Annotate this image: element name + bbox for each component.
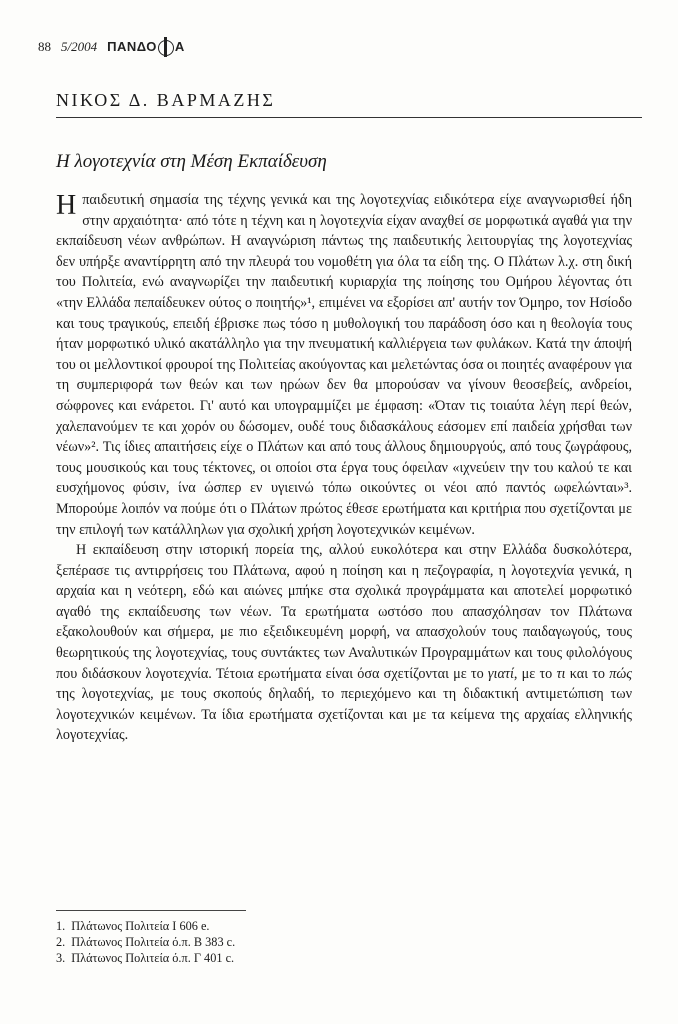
emphasis-how: πώς	[609, 665, 633, 682]
footnote	[56, 918, 235, 934]
author-name: ΝΙΚΟΣ Δ. ΒΑΡΜΑΖΗΣ	[56, 90, 276, 110]
footnote	[56, 950, 235, 966]
footnote	[56, 934, 235, 950]
emphasis-why: γιατί	[487, 665, 514, 682]
footnote-text: Πλάτωνος Πολιτεία Ι 606 e.	[71, 919, 210, 933]
article-body	[56, 190, 632, 746]
article-title: Η λογοτεχνία στη Μέση Εκπαίδευση	[56, 151, 327, 172]
issue-number: 5/2004	[61, 38, 98, 54]
author-divider	[56, 117, 642, 118]
journal-name-right: Α	[174, 38, 185, 54]
phi-logo-icon	[158, 40, 174, 56]
paragraph-2-text-d: της λογοτεχνίας, με τους σκοπούς δηλαδή, το περιεχόμενο και τη διδακτική αντιμετώπιση των λογοτεχνικών κειμένων. Τα ίδια ερωτήματα σχετίζονται και με τα κείμενα της αρχαίας ελληνικής λογοτεχνίας.	[56, 686, 632, 744]
footnote-text: Πλάτωνος Πολιτεία ό.π. Γ 401 c.	[71, 951, 235, 965]
footnote-number: 1.	[56, 919, 66, 933]
footnote-number: 2.	[56, 935, 66, 949]
footnote-text: Πλάτωνος Πολιτεία ό.π. Β 383 c.	[71, 935, 236, 949]
running-header	[38, 38, 185, 55]
page-number: 88	[38, 38, 51, 54]
footnote-divider	[56, 910, 246, 911]
paragraph-2-text-c: και το	[565, 665, 610, 682]
drop-cap: Η	[56, 190, 77, 221]
paragraph-1	[56, 190, 632, 540]
paragraph-2-text-b: , με το	[513, 665, 557, 682]
paragraph-2-text-a: Η εκπαίδευση στην ιστορική πορεία της, αλλού ευκολότερα και στην Ελλάδα δυσκολότερα, ξεπέρασε τις αντιρρήσεις του Πλάτωνα, αφού η ποίηση και η πεζογραφία, η λογοτεχνία γενικά, η αρχαία και η νεότερη, εδώ και αιώνες μπήκε στα σχολικά προγράμματα και αποτελεί μορφωτικό αγαθό της εκπαίδευσης των νέων. Τα ερωτήματα ωστόσο που απασχόλησαν τον Πλάτωνα εξακολουθούν και σήμερα, με πιο εξειδικευμένη μορφή, να απασχολούν τους παιδαγωγούς, τους θεωρητικούς της λογοτεχνίας, τους συντάκτες των Αναλυτικών Προγραμμάτων και τους φιλολόγους που διδάσκουν λογοτεχνία. Τέτοια ερωτήματα είναι όσα σχετίζονται με το	[56, 542, 632, 682]
paragraph-1-text: παιδευτική σημασία της τέχνης γενικά και της λογοτεχνίας ειδικότερα είχε αναγνωρισθεί ήδη στην αρχαιότητα· από τότε η τέχνη και η λογοτεχνία είχαν αναχθεί σε μορφωτικά αγαθά για την εκπαίδευση νέων ανθρώπων. Η αναγνώριση πάντως της παιδευτικής λειτουργίας της λογοτεχνίας δεν υπήρξε αναντίρρητη από την πλευρά του νομοθέτη για όλα τα είδη της. Ο Πλάτων λ.χ. στη δική του Πολιτεία, ενώ αναγνωρίζει την παιδευτική κυριαρχία της ποίησης του Ομήρου λέγοντας ότι «την Ελλάδα πεπαίδευκεν ούτος ο ποιητής»¹, επιμένει να εξορίσει απ' αυτήν τον Όμηρο, τον Ησίοδο και τους τραγικούς, επειδή έβρισκε πως τόσο η μυθολογική του παράδοση όσο και η θεολογία τους ήταν μορφωτικό υλικό ακατάλληλο για την πνευματική καλλιέργεια των φυλάκων. Κατά την άποψή του οι μελλοντικοί φρουροί της Πολιτείας ακούγοντας και μελετώντας όσα οι ποιητές αναφέρουν για τη συμπεριφορά των θεών και των ηρώων δεν θα μπορούσαν να γίνουν θεοσεβείς, ανδρείοι, σώφρονες και ενάρετοι. Γι' αυτό και υπογραμμίζει με έμφαση: «Όταν τις τοιαύτα λέγη περί θεών, χαλεπανούμεν τε και χορόν ου δώσομεν, ουδέ τους διδασκάλους εάσομεν επί παιδεία χρήσθαι των νέων»². Τις ίδιες απαιτήσεις είχε ο Πλάτων και από τους άλλους δημιουργούς, από τους ζωγράφους, τους μουσικούς και τους τέκτονες, οι οποίοι στα έργα τους όφειλαν «ιχνεύειν την του καλού τε και ευσχήμονος φύσιν, ίνα ώσπερ εν υγιεινώ τόπω οικούντες οι νέοι από παντός ωφελώνται»³. Μπορούμε λοιπόν να πούμε ότι ο Πλάτων πρώτος έθεσε ερωτήματα και κριτήρια που σχετίζονται με την επιλογή των κατάλληλων για σχολική χρήση λογοτεχνικών κειμένων.	[56, 192, 632, 538]
footnote-number: 3.	[56, 951, 66, 965]
journal-logo	[107, 38, 185, 54]
journal-name-left: ΠΑΝΔΟ	[107, 38, 157, 54]
footnotes	[56, 918, 235, 966]
paragraph-2	[56, 540, 632, 746]
emphasis-what: τι	[556, 665, 566, 682]
